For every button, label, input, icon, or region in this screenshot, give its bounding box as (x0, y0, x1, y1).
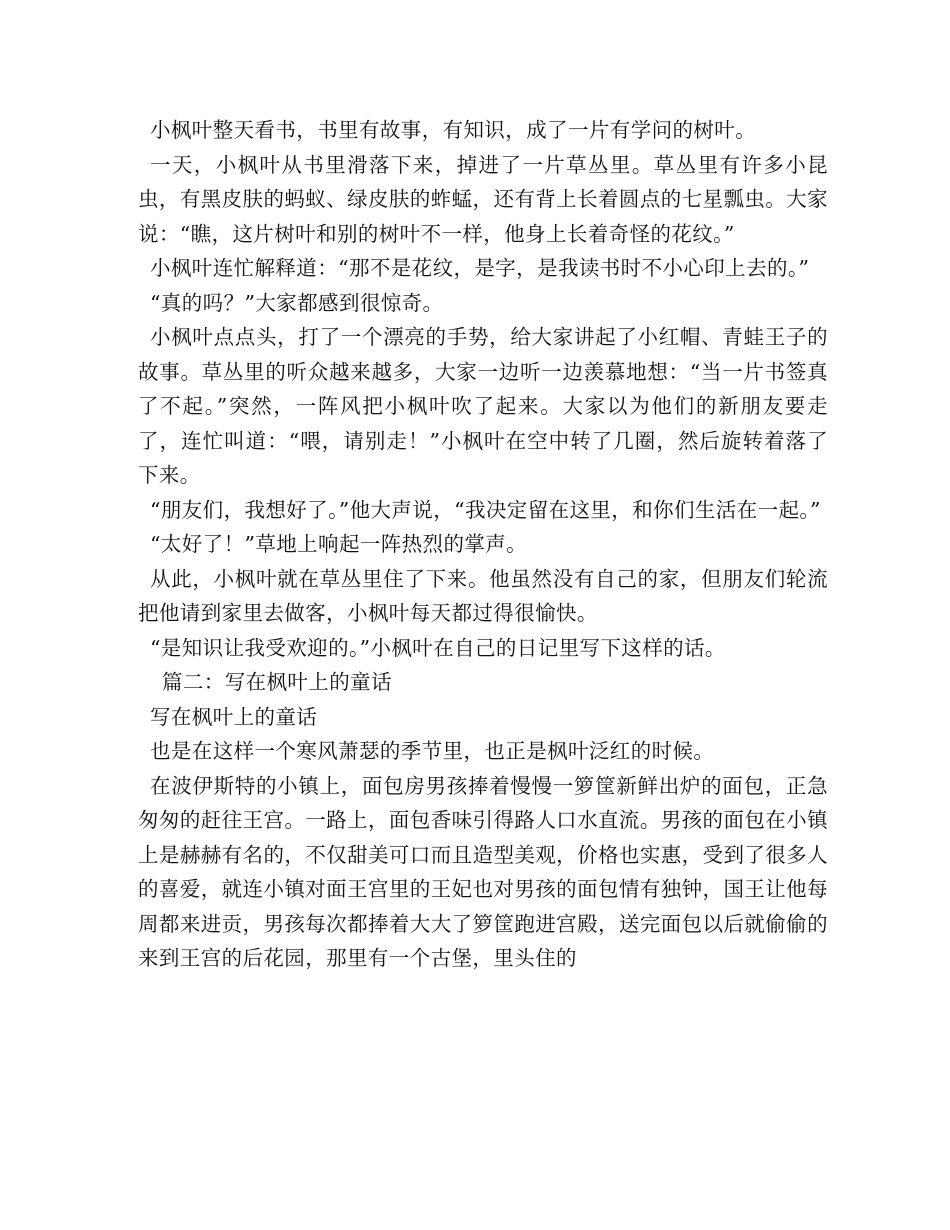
paragraph-10: 也是在这样一个寒风萧瑟的季节里，也正是枫叶泛红的时候。 (150, 739, 715, 763)
paragraph-1: 小枫叶整天看书，书里有故事，有知识，成了一片有学问的树叶。 (150, 118, 757, 142)
paragraph-2: 一天，小枫叶从书里滑落下来，掉进了一片草丛里。草丛里有许多小昆虫，有黑皮肤的蚂蚁、绿皮肤的蚱蜢，还有背上长着圆点的七星瓢虫。大家说：“瞧，这片树叶和别的树叶不一样，他身上长着奇怪的花纹。” (138, 152, 828, 246)
document-body (138, 113, 828, 976)
paragraph-9: “是知识让我受欢迎的。”小枫叶在自己的日记里写下这样的话。 (150, 635, 726, 660)
section-heading: 篇二：写在枫叶上的童话 (162, 670, 392, 694)
paragraph-4: “真的吗？”大家都感到很惊奇。 (150, 290, 444, 315)
paragraph-11: 在波伊斯特的小镇上，面包房男孩捧着慢慢一箩筐新鲜出炉的面包，正急匆匆的赶往王宫。一路上，面包香味引得路人口水直流。男孩的面包在小镇上是赫赫有名的，不仅甜美可口而且造型美观，价格也实惠，受到了很多人的喜爱，就连小镇对面王宫里的王妃也对男孩的面包情有独钟，国王让他每周都来进贡，男孩每次都捧着大大了箩筐跑进宫殿，送完面包以后就偷偷的来到王宫的后花园，那里有一个古堡，里头住的 (138, 773, 828, 970)
paragraph-3: 小枫叶连忙解释道：“那不是花纹，是字，是我读书时不小心印上去的。” (150, 256, 810, 280)
paragraph-8: 从此，小枫叶就在草丛里住了下来。他虽然没有自己的家，但朋友们轮流把他请到家里去做客，小枫叶每天都过得很愉快。 (138, 566, 828, 625)
paragraph-7: “太好了！”草地上响起一阵热烈的掌声。 (150, 532, 528, 556)
section-title: 写在枫叶上的童话 (150, 704, 318, 729)
paragraph-5: 小枫叶点点头，打了一个漂亮的手势，给大家讲起了小红帽、青蛙王子的故事。草丛里的听众越来越多，大家一边听一边羡慕地想：“当一片书签真了不起。”突然，一阵风把小枫叶吹了起来。大家以为他们的新朋友要走了，连忙叫道：“喂，请别走！”小枫叶在空中转了几圈，然后旋转着落了下来。 (138, 325, 828, 487)
paragraph-6: “朋友们，我想好了。”他大声说，“我决定留在这里，和你们生活在一起。” (150, 497, 821, 522)
